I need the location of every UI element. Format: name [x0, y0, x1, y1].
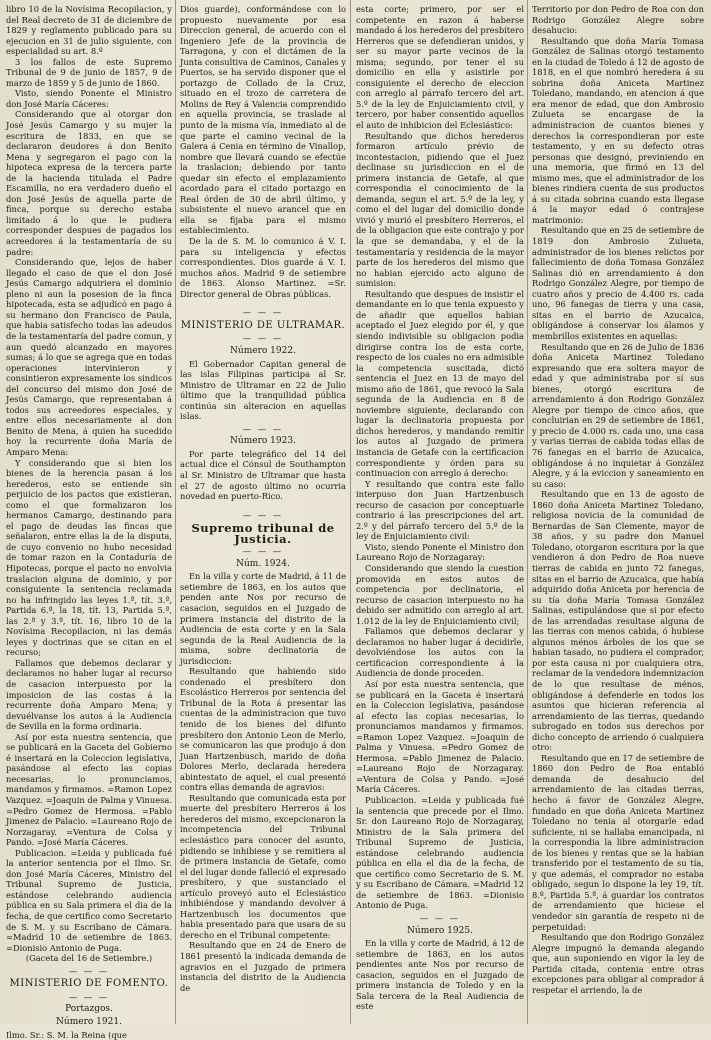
column-1	[6, 4, 172, 1020]
paragraph: esta corte; primero, por ser el competente en razon á haberse mandado á los herederos del presbítero Herreros que se defendieran unidos, y ser su mayor parte vecinos de la misma; segundo, por tener el su domicilio en ella y asistirle por consiguiente el derecho de eleccion con arreglo al párrafo tercero del art. 5.º de la ley de Enjuiciamiento civil, y tercero, por haber consentido aquellos el auto de inhibicion del Eclesiástico:	[356, 4, 524, 131]
paragraph: Territorio por don Pedro de Roa con don Rodrigo González Alegre sobre desahucio:	[532, 4, 704, 36]
paragraph: Fallamos que debemos declarar y declaramos no haber lugar á decidirle, devolviéndose los autos con la certificacion correspondiente á la Audiencia de donde proceden.	[356, 626, 524, 679]
paragraph: Así por esta nuestra sentencia, que se publicará en la Gaceta é insertará en la Coleccion legislativa, pasándose al efecto las copias necesarias, lo pronunciamos mandamos y firmamos. =Ramon Lopez Vazquez. =Joaquin de Palma y Vinuesa. =Pedro Gomez de Hermosa. =Pablo Jimenez de Palacio. =Laureano Rojo de Norzagaray. =Ventura de Colsa y Pando. =José María Cáceres.	[356, 679, 524, 795]
separator: — — —	[356, 913, 524, 924]
separator: — — —	[180, 510, 346, 521]
paragraph: Resultando que en 24 de Enero de 1861 presentó la indicada demanda de agravios en el Juzgado de primera instancia del distrito de la Audiencia de	[180, 940, 346, 993]
item-number: Número 1923.	[180, 436, 346, 447]
paragraph: Considerando que al otorgar don José Jesús Camargo y su mujer la escritura de 1833, en que se declararon deudores á don Benito Mena y segregaron el pago con la hipoteca expresa de la tercera parte de la hacienda titulada el Padre Escamilla, no era verdadero dueño el don José Jesús de aquella parte de finca, porque su derecho estaba limitado á lo que le pudiera corresponder despues de pagados los acreedores á la testamentaría de su padre:	[6, 109, 172, 257]
paragraph: Considerando que, lejos de haber llegado el caso de que el don José Jesús Camargo adquiriera el dominio pleno ni aun la posesion de la finca hipotecada, esta se adjudicó en pago á su hermano don Francisco de Paula, que habia satisfecho todas las adeudos de la testamentaría del padre comun, y aun quedó alcanzado en mayores sumas; á lo que se agrega que en todas operaciones intervinieron y consintieron expresamente los sindicos del concurso del mismo don José de Jesús Camargo, que representaban á todos sus acreedores especiales, y entre ellos necesariamente al don Benito de Mena, á quien ha sucedido hoy la recurrente doña María de Amparo Mena:	[6, 257, 172, 457]
section-heading: MINISTERIO DE ULTRAMAR.	[180, 321, 346, 332]
section-heading: MINISTERIO DE FOMENTO.	[6, 979, 172, 990]
paragraph: Resultando que comunicada esta por muerte del presbítero Herreros á los herederos del mismo, excepcionaron la incompetencia del Tribunal eclesiástico para conocer del asunto, pidiendo se inhibiese y se remitiera al de primera instancia de Getafe, como el del lugar donde falleció el expresado presbítero, y que sustanciado el artículo proveyó auto el Eclesiástico inhibiéndose y mandando devolver á Hartzenbusch los documentos que habia presentado para que usara de su derecho en el Tribunal competente:	[180, 793, 346, 941]
column-3	[356, 4, 524, 1020]
column-rule	[350, 0, 351, 1024]
separator: — — —	[6, 992, 172, 1003]
paragraph: El Gobernador Capitan general de las islas Filipinas participa al Sr. Ministro de Ultramar en 22 de Julio último que la tranquilidad pública continúa sin alteracion en aquellas islas.	[180, 359, 346, 422]
paragraph: Resultando que dichos herederos formaron artículo prévio de incontestacion, pidiendo que el Juez declinase su jurisdiccion en el de primera instancia de Getafe, al que correspondia el conocimiento de la demanda, segun el art. 5.º de la ley, y como el del lugar del domicilio donde vivió y murió el presbítero Herreros, el de la obligacion que este contrajo y por la que se demandaba, y el de la testamentaría y residencia de la mayor parte de los herederos del mismo que no habian ejercido acto alguno de sumision:	[356, 131, 524, 289]
spacer	[180, 502, 346, 508]
separator: — — —	[180, 307, 346, 318]
paragraph: Resultando que en 26 de Julio de 1836 doña Aniceta Martinez Toledano expresando que era soltera mayor de edad y que administraba por sí sus bienes, otorgó escritura de arrendamiento á don Rodrigo González Alegre por tiempo de cinco años, que concluirian en 29 de setiembre de 1861, y precio de 4.000 rs. cada uno, una casa y varias tierras de cabida todas ellas de 76 fanegas en el barrio de Azucaica, obligándose á no inquietar á González Alegre, y á la eviccion y saneamiento en su caso:	[532, 342, 704, 490]
spacer	[180, 299, 346, 305]
item-number: Número 1921.	[6, 1017, 172, 1028]
paragraph: Fallamos que debemos declarar y declaramos no haber lugar al recurso de casacion interpuesto por la imposicion de las costas á la recurrente doña Amparo Mena; y devuélvanse los autos á la Audiencia de Sevilla en la forma ordinaria.	[6, 658, 172, 732]
separator: — — —	[180, 424, 346, 435]
item-number: Portazgos.	[6, 1004, 172, 1015]
paragraph: Publicacion. =Leida y publicada fué la sentencia que precede por el Ilmo. Sr. don Laureano Rojo de Norzagaray, Ministro de la Sala primera del Tribunal Supremo de Justicia, estándose celebrando audiencia pública en ella el dia de la fecha, de que certifico como Secretario de S. M. y su Escribano de Cámara. =Madrid 12 de setiembre de 1863. =Dionisio Antonio de Puga.	[356, 795, 524, 911]
column-rule	[527, 0, 528, 1024]
paragraph: Resultando que despues de insistir el demandante en lo que tenia expuesto y de añadir que aquellos habian aceptado el Juez elegido por él, y que siendo indivisible su obligacion podia dirigirse contra los de esta corte, respecto de los cuales no era admisible la competencia suscitada, dictó sentencia el Juez en 13 de mayo del mismo año de 1861, que revocó la Sala segunda de la Audiencia en 8 de noviembre siguiente, declarando con lugar la declinatoria propuesta por dichos herederos, y mandando remitir los autos al Juzgado de primera instancia de Getafe con la certificacion correspondiente y órden para su continuacion con arreglo á derecho:	[356, 289, 524, 479]
paragraph: Y resultando que contra este fallo interpuso don Juan Hartzenbusch recurso de casacion por conceptuarle contrario á las prescripciones del art. 2.º y del párrafo tercero del 5.º de la ley de Enjuiciamiento civil:	[356, 479, 524, 542]
separator: — — —	[6, 966, 172, 977]
paragraph: Resultando que doña María Tomasa González de Salinas otorgó testamento en la ciudad de Toledo á 12 de agosto de 1818, en el que nombró heredera á su sobrina doña Aniceta Martinez Toledano, mandando, en atencion á que era menor de edad, que don Ambrosio Zulueta se encargase de la administracion de cuantos bienes y derechos la correspondieran por este testamento, y en su defecto otras personas que designó, previniendo en una memoria, que firmó en 13 del mismo mes, que el administrador de los bienes rindiera cuenta de sus productos á su citada sobrina cuando esta llegase á la mayor edad ó contrajese matrimonio:	[532, 36, 704, 226]
column-rule	[175, 0, 176, 1024]
paragraph: Ilmo. Sr.: S. M. la Reina (que	[6, 1030, 172, 1040]
paragraph: Y considerando que si bien los bienes de la herencia pasan á los herederos, esto se entiende sin perjuicio de los pactos que existieran, como el que formalizaron los hermanos Camargo, destinando para el pago de deudas las fincas que señalaron, entre ellas la de la disputa, de cuyo convenio no hubo necesidad de tomar razon en la Contaduría de Hipotecas, porque el pacto no envolvia traslacion alguna de dominio, y por consiguiente la sentencia reclamada no ha infringido las leyes 1.ª, tít. 3.ª, Partida 6.ª, la 18, tít. 13, Partida 5.ª, las 2.ª y 3.ª, tít. 16, libro 10 de la Novísima Recopilacion, ni las demás leyes y doctrinas que se citan en el recurso;	[6, 458, 172, 658]
paragraph: Resultando que don Rodrigo González Alegre impugnó la demanda alegando que, aun suponiendo en vigor la ley de Partida citada, contenia entre otras excepciones para obligar al comprador á respetar el arriendo, la de	[532, 932, 704, 995]
paragraph: Dios guarde), conformándose con lo propuesto nuevamente por esa Direccion general, de acuerdo con el Ingeniero Jefe de la provincia de Tarragona, y con el dictámen de la Junta consultiva de Caminos, Canales y Puertos, se ha servido disponer que el portazgo de Collado de la Cruz, situado en el trozo de carretera de Molins de Rey á Valencia comprendido en aquella provincia, se traslade al punto de la misma vía, inmediato al de que parte el camino vecinal de la Galera á Cenia en término de Vinallop, nombre que llevará cuando se efectúe la traslacion; debiendo por tanto quedar sin efecto el emplazamiento acordado para el citado portazgo en Real órden de 30 de abril último, y subsistente el nuevo arancel que en ella se fijaba para el mismo establecimiento.	[180, 4, 346, 236]
paragraph: Resultando que en 17 de setiembre de 1860 don Pedro de Roa entabló demanda de desahucio del arrendamiento de las citadas tierras, hecho á favor de González Alegre, fundado en que doña Aniceta Martinez Toledano no tenia al otorgarle edad suficiente, ni se hallaba emancipada, ni la correspondia la libre administracion de los bienes y rentas que se la habian transferido por el testamento de su tía, y que además, el comprador no estaba obligado, segun lo dispone la ley 19, tít. 8.º, Partida 5.ª, á guardar los contratos de arrendamiento que hiciese el vendedor sin garantía de respeto ni de perpetuidad:	[532, 753, 704, 932]
gazette-note: (Gaceta del 16 de Setiembre.)	[6, 953, 172, 964]
item-number: Número 1922.	[180, 346, 346, 357]
paragraph: 3 los fallos de este Supremo Tribunal de 9 de junio de 1857, 9 de marzo de 1859 y 5 de junio de 1860.	[6, 57, 172, 89]
paragraph: Resultando que en 25 de setiembre de 1819 don Ambrosio Zulueta, administrador de los bienes relictos por fallecimiento de doña Tomasa González Salinas dió en arrendamiento á don Rodrigo González Alegre, por tiempo de cuatro años y precio de 4.400 rs. cada uno, 96 fanegas de tierra y una casa, sitas en el barrio de Azucaica, obligándose á conservar los álamos y membrillos existentes en aquellas:	[532, 225, 704, 341]
separator: — — —	[180, 333, 346, 344]
paragraph: Por parte telegráfico del 14 del actual dice el Cónsul de Southampton al Sr. Ministro de Ultramar que hasta el 27 de agosto último no ocurria novedad en puerto-Rico.	[180, 449, 346, 502]
paragraph: En la villa y corte de Madrid, á 11 de setiembre de 1863, en los autos que penden ante Nos por recurso de casacion, seguidos en el Juzgado de primera instancia del distrito de la Audiencia de esta corte y en la Sala segunda de la Real Audiencia de la misma, sobre declinatoria de jurisdiccion:	[180, 571, 346, 666]
paragraph: Publicacion. =Leida y publicada fué la anterior sentencia por el Ilmo. Sr. don José María Cáceres, Ministro del Tribunal Supremo de Justicia, estándose celebrando audiencia pública en su Sala primera el dia de la fecha, de que certifico como Secretario de S. M. y su Escribano de Cámara. =Madrid 10 de setiembre de 1863. =Dionisio Antonio de Puga.	[6, 848, 172, 953]
separator: — — —	[180, 546, 346, 557]
column-2	[180, 4, 346, 1020]
paragraph: Considerando que siendo la cuestion promovida en estos autos de competencia por declinatoria, el recurso de casacion interpuesto no ha debido ser admitido con arreglo al art. 1.012 de la ley de Enjuiciamiento civil;	[356, 563, 524, 626]
paragraph: Visto, siendo Ponente el Ministro don Laureano Rojo de Norzagaray:	[356, 542, 524, 563]
paragraph: Resultando que habiendo sido condenado el presbítero don Escolástico Herreros por sentencia del Tribunal de la Rota á presentar las cuentas de la administracion que tuvo tenido de los bienes del difunto presbítero don Antonio Leon de Merlo, se comunicaron las que produjo á don Juan Hartzenbusch, marido de doña Dolores Merlo, declarada heredera abintestato de aquel, el cual presentó contra ellas demanda de agravios:	[180, 666, 346, 793]
paragraph: De la de S. M. lo comunico á V. I. para su inteligencia y efectos correspondientes. Dios guarde á V. I. muchos años. Madrid 9 de setiembre de 1863. Alonso Martinez. =Sr. Director general de Obras públicas.	[180, 236, 346, 299]
paragraph: Resultando que en 13 de agosto de 1860 doña Aniceta Martinez Toledano, religiosa novicia de la comunidad de Bernardas de San Clemente, mayor de 38 años, y su padre don Manuel Toledano, otorgaron escritura por la que vendieron á don Pedro de Roa nueve tierras de cabida en junto 72 fanegas, sitas en el barrio de Azucaica, que había adquirido doña Aniceta por herencia de su tía doña María Tomasa González Salinas, estipulándose que si por efecto de las arrendadas resultase alguna de las tierras con menos cabida, ó hubiese algunos ménos árboles de los que se habian tasado, no pudiera el comprador, por esta causa ni por cualquiera otra, reclamar de la vendedora indemnizacion de lo que resultase de ménos, obligándose á defenderle en todos los asuntos que hicieran referencia al arrendamiento de las tierras, quedando subrogado en todos sus derechos por dicho concepto de arriendo ó cualquiera otro:	[532, 489, 704, 753]
column-4	[532, 4, 704, 1020]
paragraph: Visto, siendo Ponente el Ministro don José María Cáceres:	[6, 88, 172, 109]
paragraph: libro 10 de la Novísima Recopilacion, y del Real decreto de 31 de diciembre de 1829 y reglamento publicado para su ejecucion en 31 de julio siguiente, con especialidad su art. 8.º	[6, 4, 172, 57]
section-heading: Supremo tribunal de Justicia.	[180, 523, 346, 544]
item-number: Núm. 1924.	[180, 559, 346, 570]
paragraph: En la villa y corte de Madrid, á 12 de setiembre de 1863, en los autos pendientes ante Nos por recurso de casacion, seguidos en el Juzgado de primera instancia de Toledo y en la Sala tercera de la Real Audiencia de este	[356, 938, 524, 1012]
paragraph: Así por esta nuestra sentencia, que se publicará en la Gaceta del Gobierno é insertará en la Coleccion legislativa, pasándose al efecto las copias necesarias, lo pronunciamos, mandamos y firmamos. =Ramon Lopez Vazquez. =Joaquin de Palma y Vinuesa. =Pedro Gomez de Hermosa. =Pablo Jimenez de Palacio. =Laureano Rojo de Norzagaray. =Ventura de Colsa y Pando. =José María Cáceres.	[6, 732, 172, 848]
item-number: Número 1925.	[356, 926, 524, 937]
